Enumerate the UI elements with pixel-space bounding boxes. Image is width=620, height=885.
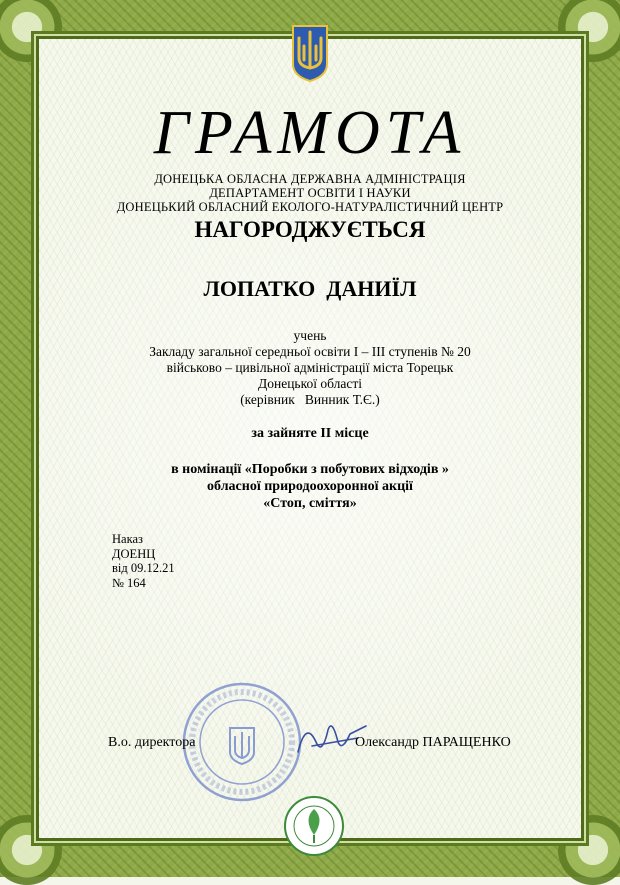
award-heading: НАГОРОДЖУЄТЬСЯ xyxy=(194,217,426,242)
director-name: Олександр ПАРАЩЕНКО xyxy=(355,735,511,750)
order-line: № 164 xyxy=(112,575,146,590)
organization-block xyxy=(60,172,560,214)
eco-center-logo xyxy=(283,795,345,857)
org-line: ДЕПАРТАМЕНТ ОСВІТИ І НАУКИ xyxy=(209,186,411,200)
detail-line: (керівник Винник Т.Є.) xyxy=(240,392,380,407)
order-reference xyxy=(112,532,175,590)
detail-line: учень xyxy=(293,328,327,343)
order-line: від 09.12.21 xyxy=(112,561,175,575)
director-label: В.о. директора xyxy=(108,735,196,750)
nomination-line: «Стоп, сміття» xyxy=(263,496,357,511)
detail-line: Закладу загальної середньої освіти І – ІІІ ступенів № 20 xyxy=(149,344,471,359)
official-stamp xyxy=(180,680,304,804)
nomination-line: обласної природоохоронної акції xyxy=(207,479,413,494)
detail-line: Донецької області xyxy=(258,376,362,391)
certificate-title: ГРАМОТА xyxy=(153,99,467,167)
recipient-details xyxy=(60,328,560,408)
detail-line: військово – цивільної адміністрації міста Торецьк xyxy=(166,360,454,375)
org-line: ДОНЕЦЬКИЙ ОБЛАСНИЙ ЕКОЛОГО-НАТУРАЛІСТИЧНИЙ ЦЕНТР xyxy=(116,200,504,214)
place-text: за зайняте ІІ місце xyxy=(251,426,369,441)
recipient-name: ЛОПАТКО ДАНИЇЛ xyxy=(203,276,417,301)
trident-icon xyxy=(291,24,329,82)
nomination-line: в номінації «Поробки з побутових відходів » xyxy=(171,462,449,477)
org-line: ДОНЕЦЬКА ОБЛАСНА ДЕРЖАВНА АДМІНІСТРАЦІЯ xyxy=(154,172,466,186)
nomination-block xyxy=(60,461,560,512)
order-line: Наказ xyxy=(112,532,143,546)
order-line: ДОЕНЦ xyxy=(112,546,156,561)
